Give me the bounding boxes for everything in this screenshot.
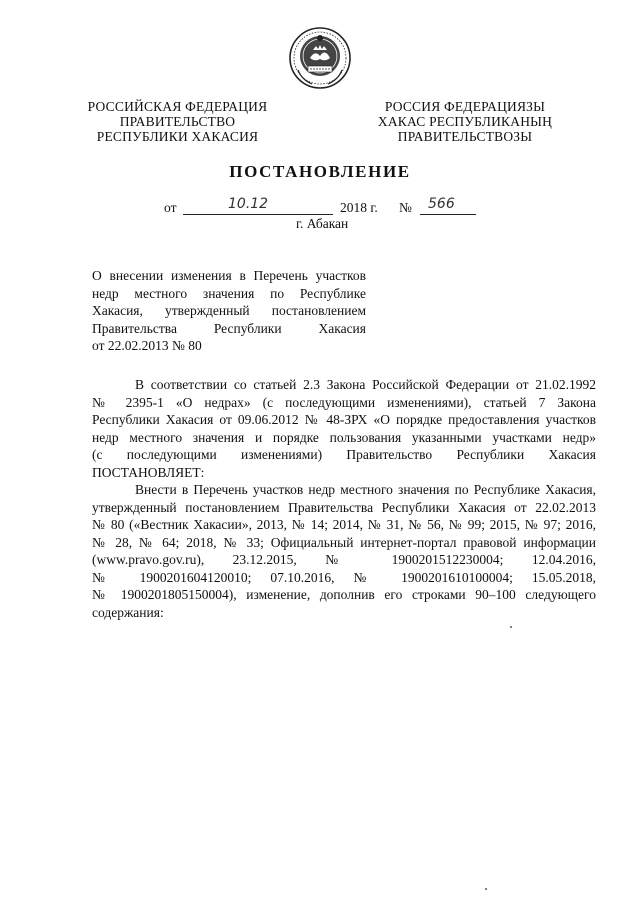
body-line: (с последующими изменениями) Правительство Республики Хакасия — [92, 447, 596, 462]
body-line: содержания: — [92, 604, 164, 620]
body-line: Республики Хакасия от 09.06.2012 № 48-ЗРХ «О порядке предоставления участков — [92, 412, 596, 427]
scan-speck — [485, 888, 487, 890]
header-right-line: ХАКАС РЕСПУБЛИКАНЫҢ — [377, 114, 553, 129]
header-right-line: РОССИЯ ФЕДЕРАЦИЯЗЫ — [384, 99, 546, 114]
subject-line: Хакасия, утвержденный постановлением — [92, 303, 366, 318]
subject-line: О внесении изменения в Перечень участков — [92, 268, 366, 283]
number-label: № — [399, 200, 412, 215]
date-prefix: от — [164, 200, 177, 215]
body-line: ПОСТАНОВЛЯЕТ: — [92, 464, 205, 480]
document-body — [92, 376, 596, 621]
header-left-line: РЕСПУБЛИКИ ХАКАСИЯ — [96, 129, 259, 144]
header-left-line: РОССИЙСКАЯ ФЕДЕРАЦИЯ — [87, 99, 268, 114]
body-line: Внести в Перечень участков недр местного значения по Республике Хакасия, — [135, 482, 596, 497]
subject-line: недр местного значения по Республике — [92, 285, 366, 301]
body-line: № 1900201604120010; 07.10.2016, № 1900201610100004; 15.05.2018, — [92, 569, 596, 585]
body-line: № 80 («Вестник Хакасии», 2013, № 14; 2014, № 31, № 56, № 99; 2015, № 97; 2016, — [92, 517, 596, 532]
number-underline — [420, 214, 476, 215]
body-line: (www.pravo.gov.ru), 23.12.2015, № 1900201512230004; 12.04.2016, — [92, 552, 596, 567]
subject-line: Правительства Республики Хакасия — [92, 320, 366, 336]
date-underline — [183, 214, 333, 215]
document-subject — [92, 267, 366, 355]
document-city: г. Абакан — [296, 216, 349, 231]
handwritten-number: 566 — [428, 196, 455, 212]
coat-of-arms-emblem — [288, 26, 352, 90]
header-right-block — [360, 99, 570, 144]
body-line: недр местного значения и порядке пользования указанными участками недр» — [92, 429, 596, 445]
handwritten-date: 10.12 — [228, 196, 269, 212]
header-right-line: ПРАВИТЕЛЬСТВОЗЫ — [397, 129, 533, 144]
document-meta — [0, 196, 640, 240]
body-line: В соответствии со статьей 2.3 Закона Российской Федерации от 21.02.1992 — [135, 377, 596, 392]
body-line: утвержденный постановлением Правительства Республики Хакасия от 22.02.2013 — [92, 499, 596, 515]
body-line: № 28, № 64; 2018, № 33; Официальный интернет-портал правовой информации — [92, 534, 596, 550]
scan-speck — [510, 626, 512, 628]
document-year: 2018 г. — [340, 200, 378, 215]
document-title: ПОСТАНОВЛЕНИЕ — [229, 162, 411, 181]
subject-line: от 22.02.2013 № 80 — [92, 338, 202, 353]
body-line: № 2395-1 «О недрах» (с последующими изменениями), статьей 7 Закона — [92, 394, 596, 410]
header-left-line: ПРАВИТЕЛЬСТВО — [119, 114, 236, 129]
body-line: № 1900201805150004), изменение, дополнив его строками 90–100 следующего — [92, 587, 596, 602]
header-left-block — [70, 99, 285, 144]
